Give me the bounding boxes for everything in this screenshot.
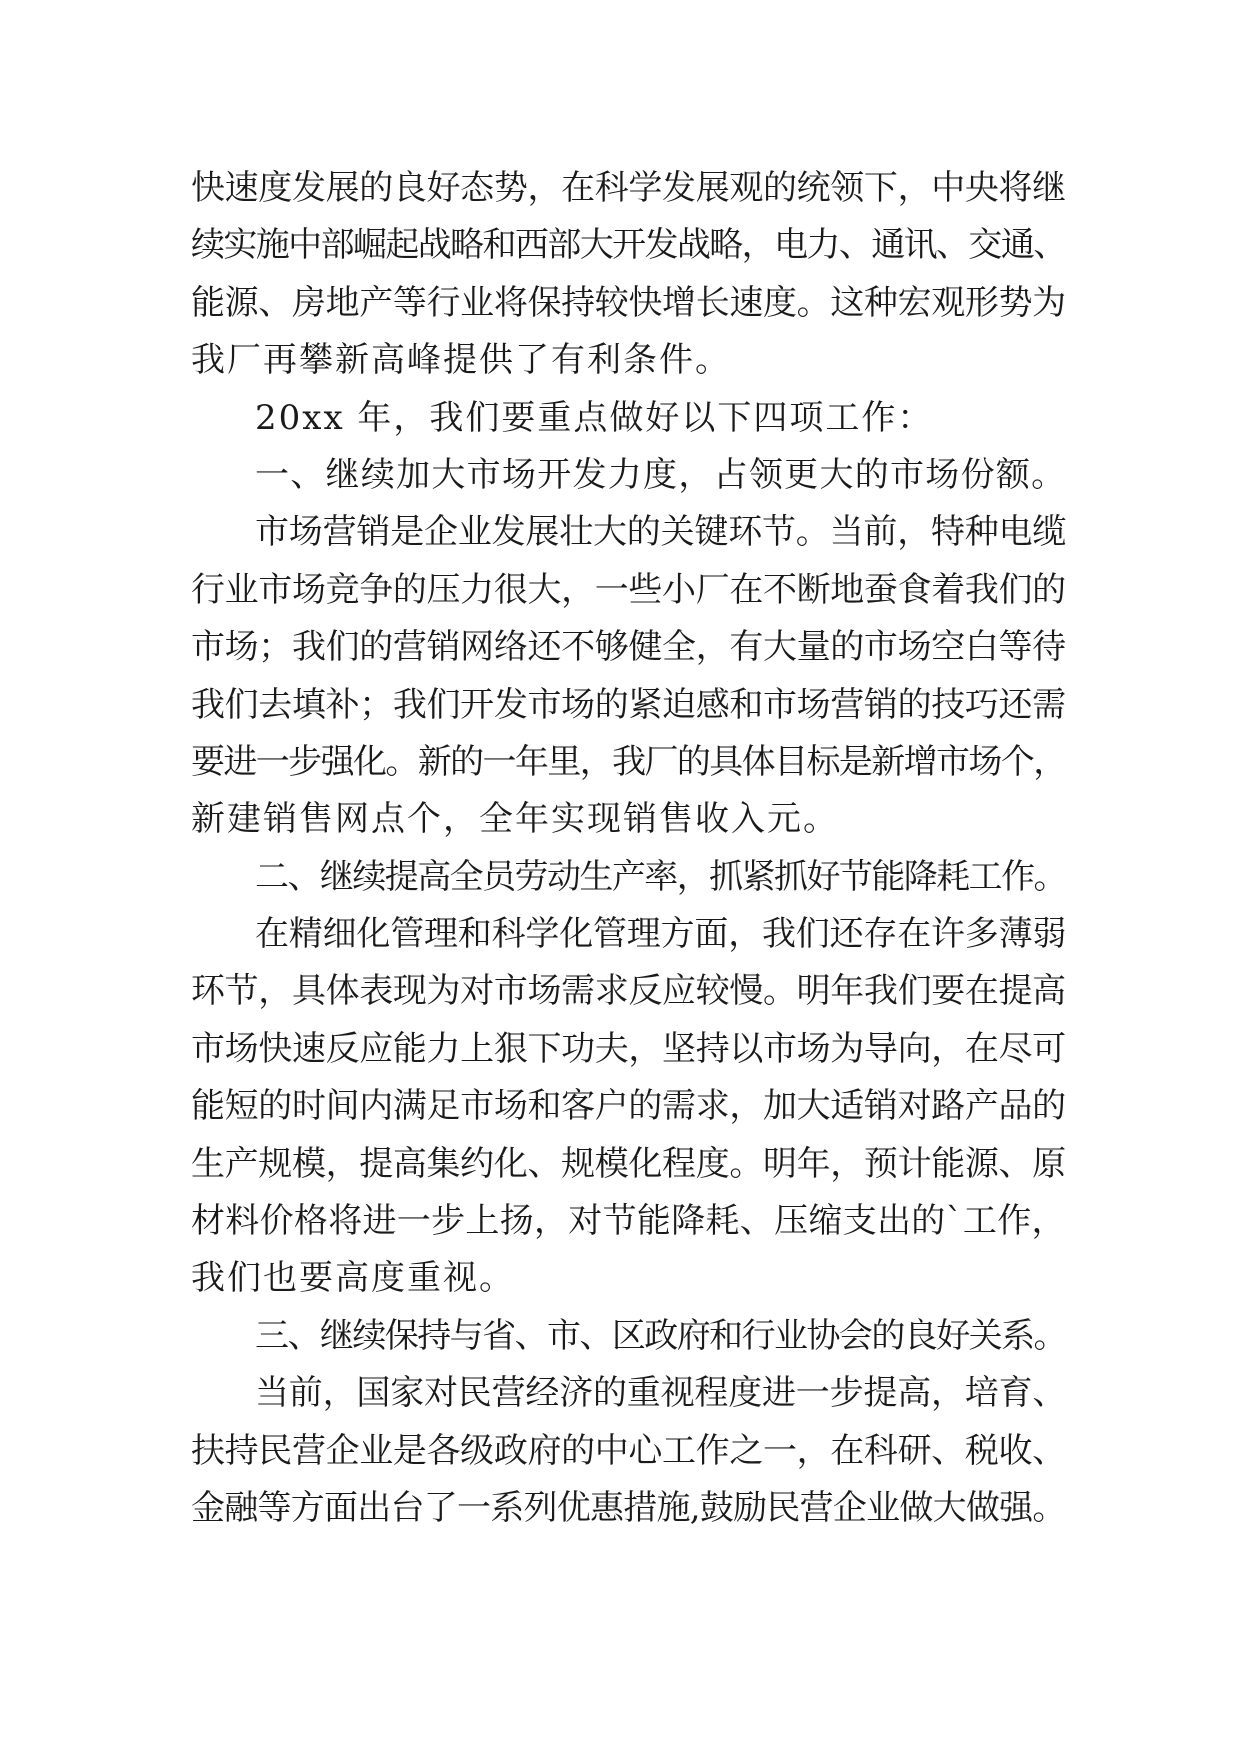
- text-line: 市场快速反应能力上狠下功夫，坚持以市场为导向，在尽可: [191, 1028, 1066, 1069]
- text-line: 扶持民营企业是各级政府的中心工作之一，在科研、税收、: [191, 1430, 1066, 1471]
- text-line: 能源、房地产等行业将保持较快增长速度。这种宏观形势为: [191, 282, 1066, 323]
- text-line: 一、继续加大市场开发力度，占领更大的市场份额。: [255, 454, 1067, 495]
- document-body: [191, 160, 1071, 1537]
- text-line: 要进一步强化。新的一年里，我厂的具体目标是新增市场个，: [191, 741, 1066, 782]
- text-line: 能短的时间内满足市场和客户的需求，加大适销对路产品的: [191, 1086, 1066, 1127]
- text-line: 新建销售网点个，全年实现销售收入元。: [191, 799, 839, 840]
- text-line: 当前，国家对民营经济的重视程度进一步提高，培育、: [255, 1373, 1067, 1414]
- text-line: 金融等方面出台了一系列优惠措施,鼓励民营企业做大做强。: [191, 1487, 1066, 1528]
- text-line: 20xx 年，我们要重点做好以下四项工作：: [255, 397, 934, 438]
- text-line: 材料价格将进一步上扬，对节能降耗、压缩支出的`工作，: [191, 1201, 1066, 1242]
- text-line: 续实施中部崛起战略和西部大开发战略，电力、通讯、交通、: [191, 225, 1066, 266]
- text-line: 我厂再攀新高峰提供了有利条件。: [191, 340, 731, 381]
- text-line: 我们也要高度重视。: [191, 1258, 515, 1299]
- text-line: 我们去填补；我们开发市场的紧迫感和市场营销的技巧还需: [191, 684, 1066, 725]
- text-line: 二、继续提高全员劳动生产率，抓紧抓好节能降耗工作。: [255, 856, 1066, 897]
- text-line: 快速度发展的良好态势，在科学发展观的统领下，中央将继: [191, 168, 1066, 208]
- text-line: 生产规模，提高集约化、规模化程度。明年，预计能源、原: [191, 1143, 1066, 1184]
- text-line: 环节，具体表现为对市场需求反应较慢。明年我们要在提高: [191, 971, 1066, 1012]
- text-line: 行业市场竞争的压力很大，一些小厂在不断地蚕食着我们的: [191, 569, 1066, 610]
- text-line: 市场营销是企业发展壮大的关键环节。当前，特种电缆: [255, 512, 1067, 553]
- text-line: 市场；我们的营销网络还不够健全，有大量的市场空白等待: [191, 627, 1066, 668]
- text-line: 三、继续保持与省、市、区政府和行业协会的良好关系。: [255, 1315, 1066, 1356]
- text-line: 在精细化管理和科学化管理方面，我们还存在许多薄弱: [255, 914, 1067, 955]
